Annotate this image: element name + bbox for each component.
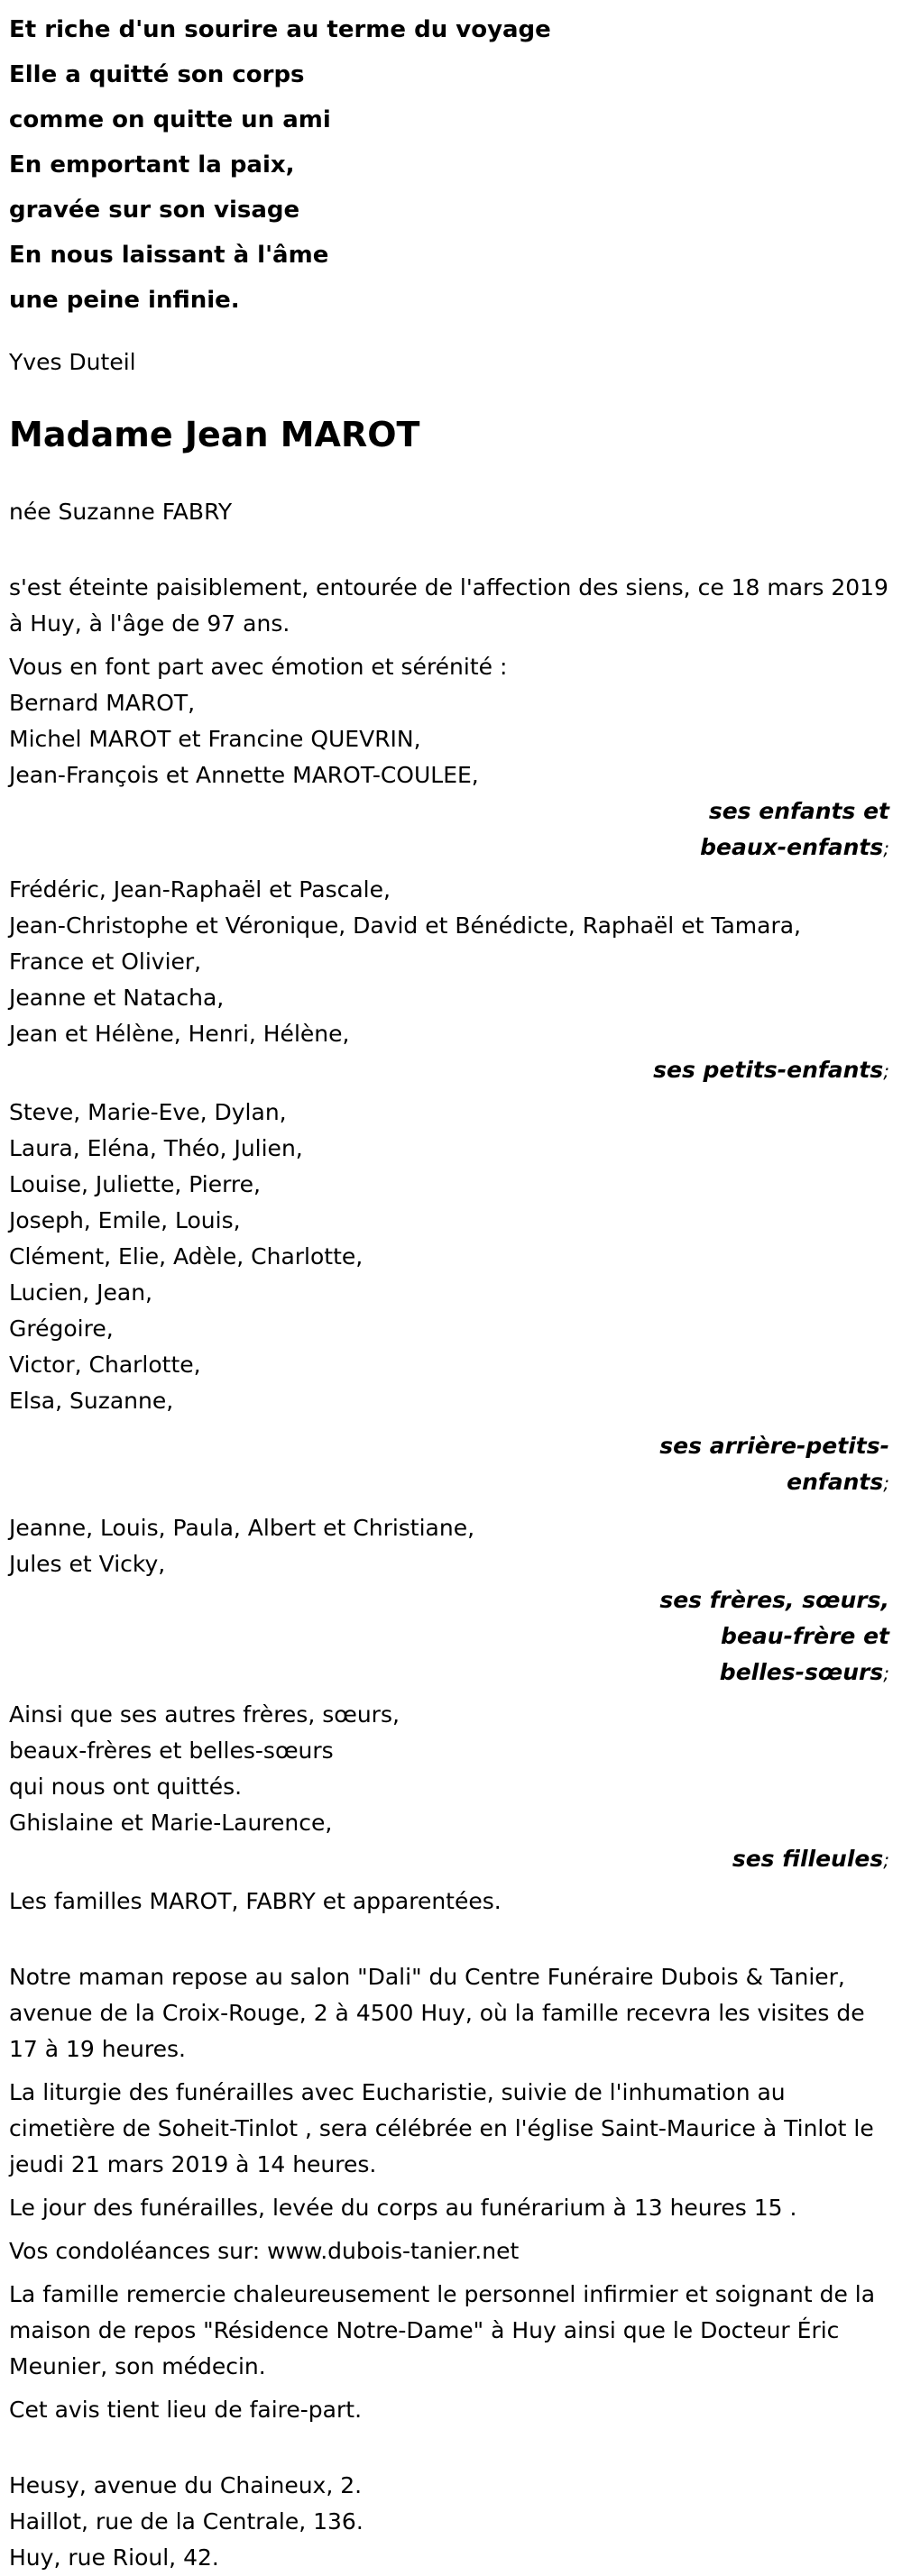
role-semicolon: ; [883, 838, 889, 859]
birth-name: née Suzanne FABRY [9, 499, 233, 525]
role-text: ses enfants et [708, 798, 889, 824]
role-semicolon: ; [883, 1663, 889, 1684]
list-item: Ainsi que ses autres frères, sœurs, [9, 1701, 400, 1728]
death-notice: s'est éteinte paisiblement, entourée de l'affection des siens, ce 18 mars 2019 à Huy, à l'âge de 97 ans. [9, 574, 888, 637]
role-text: belles-sœurs [719, 1659, 884, 1685]
poem-line: En nous laissant à l'âme [9, 242, 329, 269]
role-text: beaux-enfants [700, 834, 884, 860]
role-text: ses arrière-petits- [659, 1433, 889, 1459]
role-text: ses filleules [732, 1846, 884, 1872]
procession-info: Le jour des funérailles, levée du corps au funérarium à 13 heures 15 . [9, 2195, 797, 2221]
role-semicolon: ; [883, 1060, 889, 1082]
role-semicolon: ; [883, 1849, 889, 1871]
poem-line: Et riche d'un sourire au terme du voyage [9, 16, 551, 43]
address-line: Huy, rue Rioul, 42. [9, 2544, 219, 2571]
list-item: Louise, Juliette, Pierre, [9, 1171, 261, 1197]
poem-line: une peine infinie. [9, 287, 240, 314]
families-line: Les familles MAROT, FABRY et apparentées. [9, 1888, 502, 1914]
list-item: Jeanne, Louis, Paula, Albert et Christiane, [9, 1515, 475, 1541]
list-item: Clément, Elie, Adèle, Charlotte, [9, 1243, 364, 1270]
role-text: ses frères, sœurs, [659, 1587, 889, 1613]
godchildren-list [9, 1697, 893, 1841]
deceased-name: Madame Jean MAROT [9, 415, 420, 454]
announcement-intro: Vous en font part avec émotion et sérénité : [9, 654, 508, 680]
address-line: Heusy, avenue du Chaineux, 2. [9, 2472, 363, 2498]
list-item: Jean-François et Annette MAROT-COULEE, [9, 762, 479, 788]
list-item: Laura, Eléna, Théo, Julien, [9, 1135, 303, 1161]
poem-line: comme on quitte un ami [9, 106, 331, 133]
role-godchildren [9, 1841, 893, 1878]
poem-line: En emportant la paix, [9, 151, 295, 179]
list-item: Victor, Charlotte, [9, 1352, 201, 1378]
list-item: Jean et Hélène, Henri, Hélène, [9, 1021, 350, 1047]
poem-line: gravée sur son visage [9, 197, 300, 224]
children-list [9, 685, 893, 793]
list-item: Jules et Vicky, [9, 1551, 166, 1577]
addresses [9, 2468, 893, 2576]
great-grandchildren-list [9, 1095, 893, 1419]
role-semicolon: ; [883, 1472, 889, 1494]
siblings-list [9, 1510, 893, 1582]
role-text: ses petits-enfants [653, 1057, 884, 1083]
condolences-info: Vos condoléances sur: www.dubois-tanier.net [9, 2238, 520, 2264]
list-item: Grégoire, [9, 1316, 114, 1342]
list-item: Bernard MAROT, [9, 690, 196, 716]
role-text: enfants [787, 1469, 884, 1495]
role-text: beau-frère et [721, 1623, 889, 1649]
list-item: beaux-frères et belles-sœurs [9, 1737, 334, 1764]
thanks-info: La famille remercie chaleureusement le personnel infirmier et soignant de la maison de repos "Résidence Notre-Dame" à Huy ainsi que le Docteur Éric Meunier, son médecin. [9, 2281, 876, 2379]
role-grandchildren [9, 1052, 893, 1089]
poem-line: Elle a quitté son corps [9, 61, 305, 88]
address-line: Haillot, rue de la Centrale, 136. [9, 2508, 364, 2535]
list-item: Lucien, Jean, [9, 1279, 153, 1306]
role-great-grandchildren [9, 1428, 893, 1501]
poem-author: Yves Duteil [9, 349, 136, 375]
visitation-info: Notre maman repose au salon "Dali" du Centre Funéraire Dubois & Tanier, avenue de la Croix-Rouge, 2 à 4500 Huy, où la famille recevra les visites de 17 à 19 heures. [9, 1964, 865, 2062]
list-item: Elsa, Suzanne, [9, 1388, 174, 1414]
list-item: qui nous ont quittés. [9, 1774, 243, 1800]
list-item: Michel MAROT et Francine QUEVRIN, [9, 726, 421, 752]
grandchildren-list [9, 872, 893, 1052]
role-siblings [9, 1582, 893, 1691]
list-item: Jean-Christophe et Véronique, David et Bénédicte, Raphaël et Tamara, [9, 912, 802, 939]
list-item: Jeanne et Natacha, [9, 985, 225, 1011]
list-item: Joseph, Emile, Louis, [9, 1207, 241, 1233]
list-item: France et Olivier, [9, 949, 202, 975]
list-item: Frédéric, Jean-Raphaël et Pascale, [9, 876, 391, 903]
poem [9, 0, 893, 323]
liturgy-info: La liturgie des funérailles avec Eucharistie, suivie de l'inhumation au cimetière de Soheit-Tinlot , sera célébrée en l'église Saint-Maurice à Tinlot le jeudi 21 mars 2019 à 14 heures. [9, 2079, 874, 2177]
list-item: Ghislaine et Marie-Laurence, [9, 1810, 333, 1836]
faire-part-notice: Cet avis tient lieu de faire-part. [9, 2397, 363, 2423]
list-item: Steve, Marie-Eve, Dylan, [9, 1099, 287, 1125]
role-children [9, 793, 893, 866]
